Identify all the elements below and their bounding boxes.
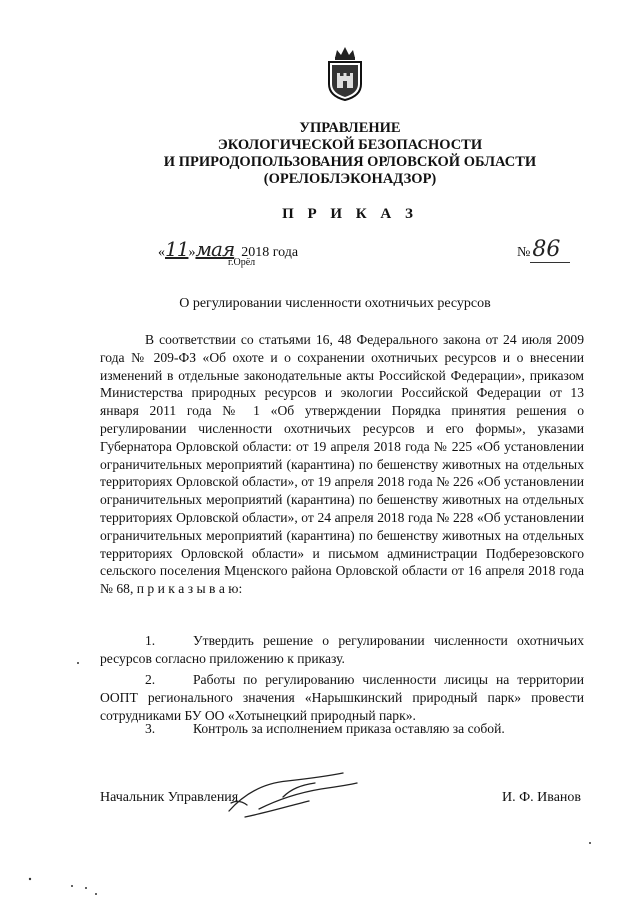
org-name-line-3: И ПРИРОДОПОЛЬЗОВАНИЯ ОРЛОВСКОЙ ОБЛАСТИ: [163, 154, 537, 170]
date-year: 2018 года: [241, 245, 299, 260]
date-day-handwritten: 11: [165, 237, 189, 261]
document-subject: О регулировании численности охотничьих ресурсов: [179, 296, 491, 311]
handwritten-signature: [225, 763, 360, 825]
order-item-number: 2.: [145, 672, 156, 687]
order-number: [517, 237, 570, 263]
date-month-handwritten: мая: [195, 237, 235, 261]
signer-position: Начальник Управления: [100, 790, 239, 805]
org-name-line-2: ЭКОЛОГИЧЕСКОЙ БЕЗОПАСНОСТИ: [217, 137, 483, 153]
signer-name: И. Ф. Иванов: [502, 790, 582, 805]
preamble-paragraph: В соответствии со статьями 16, 48 Федерального закона от 24 июля 2009 года № 209-ФЗ «Об охоте и о сохранении охотничьих ресурсов и о внесении изменений в отдельные законодательные акты Российской Федерации», приказом Министерства природных ресурсов и экологии Российской Федерации от 13 января 2011 года № 1 «Об утверждении Порядка принятия решения о регулировании численности охотничьих ресурсов и его формы», указами Губернатора Орловской области: от 19 апреля 2018 года № 225 «Об установлении ограничительных мероприятий (карантина) по бешенству животных на отдельных территориях Орловской области», от 19 апреля 2018 года № 226 «Об установлении ограничительных мероприятий (карантина) по бешенству животных на отдельных территориях Орловской области», от 24 апреля 2018 года № 228 «Об установлении ограничительных мероприятий (карантина) по бешенству животных на отдельных территориях Орловской области» и письмом администрации Подберезовского сельского поселения Мценского района Орловской области от 16 апреля 2018 года № 68, п р и к а з ы в а ю:: [100, 332, 584, 597]
order-item-number: 3.: [145, 721, 156, 736]
date-close-quote: »: [188, 245, 196, 260]
order-item-1: [100, 632, 584, 668]
order-item-text: Контроль за исполнением приказа оставляю за собой.: [193, 721, 505, 736]
date-open-quote: «: [158, 245, 165, 260]
order-item-3: [100, 720, 584, 738]
coat-of-arms-emblem-icon: [323, 44, 367, 102]
order-item-text: Утвердить решение о регулировании численности охотничьих ресурсов согласно приложению к приказу.: [100, 633, 584, 666]
order-number-label: №: [517, 245, 531, 260]
order-item-number: 1.: [145, 633, 156, 648]
document-title: П Р И К А З: [282, 206, 418, 222]
order-item-2: [100, 671, 584, 724]
org-name-abbreviation: (ОРЕЛОБЛЭКОНАДЗОР): [263, 171, 437, 187]
order-item-text: Работы по регулированию численности лисицы на территории ООПТ регионального значения «Нарышкинский природный парк» провести сотрудниками БУ ОО «Хотынецкий природный парк».: [100, 672, 584, 723]
order-number-handwritten: 86: [530, 237, 570, 263]
org-name-line-1: УПРАВЛЕНИЕ: [299, 120, 401, 136]
issue-city: г.Орёл: [228, 257, 256, 268]
